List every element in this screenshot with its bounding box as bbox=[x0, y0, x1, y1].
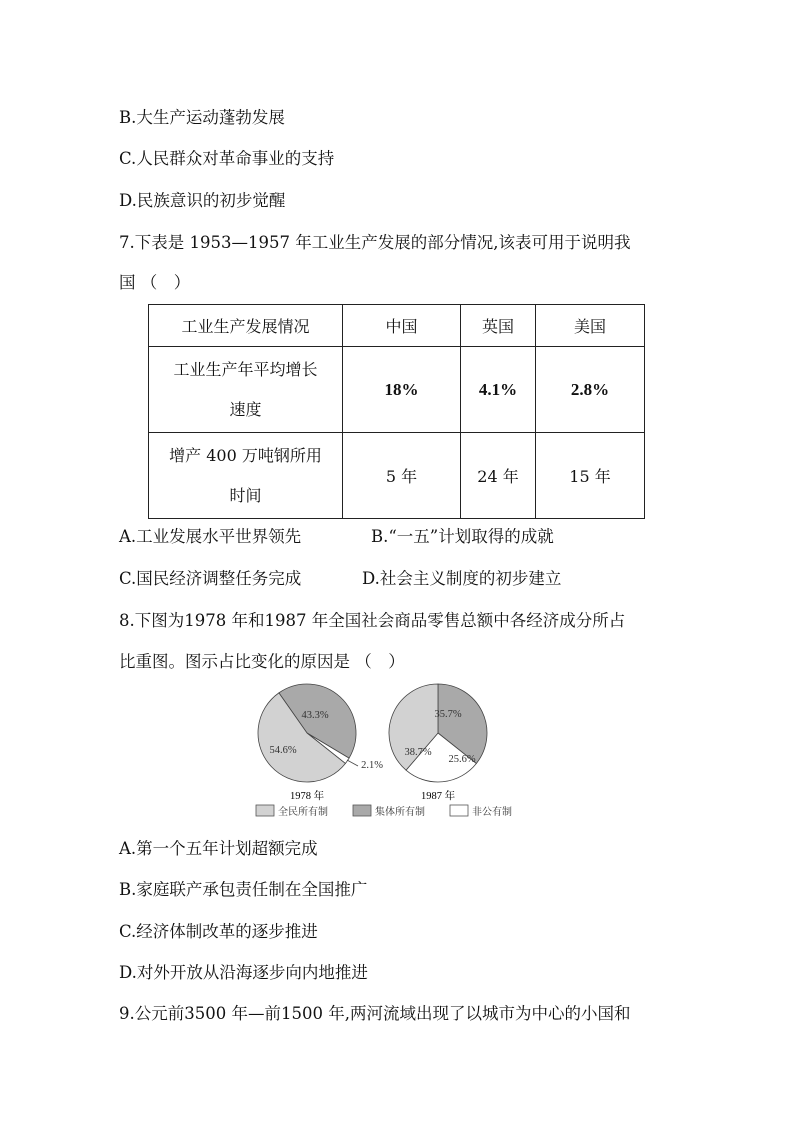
table-header: 英国 bbox=[461, 305, 536, 347]
q7-option-d: D.社会主义制度的初步建立 bbox=[362, 569, 562, 588]
table-row-label bbox=[149, 347, 343, 433]
table-cell: 18% bbox=[343, 347, 461, 433]
pie-1987 bbox=[389, 684, 487, 782]
table-cell: 4.1% bbox=[461, 347, 536, 433]
table-row bbox=[149, 347, 645, 433]
pie-1978 bbox=[258, 684, 383, 782]
legend-swatch bbox=[256, 805, 274, 816]
q8-stem-cont: 比重图。图示占比变化的原因是 （ ） bbox=[119, 652, 405, 671]
legend-label: 全民所有制 bbox=[278, 807, 328, 818]
table-header: 工业生产发展情况 bbox=[149, 305, 343, 347]
legend-label: 非公有制 bbox=[472, 807, 512, 818]
option-d-prev: D.民族意识的初步觉醒 bbox=[119, 191, 286, 210]
pie-title-1987: 1987 年 bbox=[420, 791, 456, 802]
q7-option-b: B.“一五”计划取得的成就 bbox=[371, 527, 554, 546]
label-line: 增产 400 万吨钢所用 bbox=[169, 445, 322, 465]
pie-data-label: 38.7% bbox=[404, 747, 432, 758]
table-cell: 24 年 bbox=[461, 433, 536, 519]
q8-option-d: D.对外开放从沿海逐步向内地推进 bbox=[119, 963, 368, 982]
q7-option-a: A.工业发展水平世界领先 bbox=[119, 527, 302, 546]
table-row bbox=[149, 433, 645, 519]
option-b-prev: B.大生产运动蓬勃发展 bbox=[119, 108, 285, 127]
table-cell: 5 年 bbox=[343, 433, 461, 519]
label-line: 时间 bbox=[229, 485, 262, 505]
table-row-label bbox=[149, 433, 343, 519]
q8-option-b: B.家庭联产承包责任制在全国推广 bbox=[119, 880, 368, 899]
q9-stem: 9.公元前3500 年—前1500 年,两河流域出现了以城市为中心的小国和 bbox=[119, 1004, 631, 1023]
legend-swatch bbox=[353, 805, 371, 816]
pie-data-label: 35.7% bbox=[434, 709, 462, 720]
legend-swatch bbox=[450, 805, 468, 816]
q7-stem: 7.下表是 1953—1957 年工业生产发展的部分情况,该表可用于说明我 bbox=[119, 233, 631, 252]
pie-legend bbox=[256, 805, 512, 818]
q8-option-c: C.经济体制改革的逐步推进 bbox=[119, 922, 318, 941]
pie-data-label: 54.6% bbox=[269, 745, 297, 756]
q7-table bbox=[148, 304, 645, 519]
pie-data-label: 25.6% bbox=[448, 754, 476, 765]
q8-option-a: A.第一个五年计划超额完成 bbox=[119, 839, 318, 858]
pie-chart-figure bbox=[250, 680, 550, 825]
q7-stem-cont: 国 （ ） bbox=[119, 273, 191, 292]
pie-data-label: 43.3% bbox=[301, 710, 329, 721]
table-cell: 2.8% bbox=[536, 347, 645, 433]
legend-label: 集体所有制 bbox=[375, 807, 425, 818]
label-line: 工业生产年平均增长 bbox=[173, 359, 318, 379]
q7-option-c: C.国民经济调整任务完成 bbox=[119, 569, 302, 588]
option-c-prev: C.人民群众对革命事业的支持 bbox=[119, 149, 335, 168]
pie-title-1978: 1978 年 bbox=[289, 791, 325, 802]
pie-data-label: 2.1% bbox=[361, 760, 383, 771]
table-header: 美国 bbox=[536, 305, 645, 347]
table-header: 中国 bbox=[343, 305, 461, 347]
label-line: 速度 bbox=[229, 399, 262, 419]
table-cell: 15 年 bbox=[536, 433, 645, 519]
q8-stem: 8.下图为1978 年和1987 年全国社会商品零售总额中各经济成分所占 bbox=[119, 611, 626, 630]
pie-leader-line bbox=[347, 760, 358, 766]
